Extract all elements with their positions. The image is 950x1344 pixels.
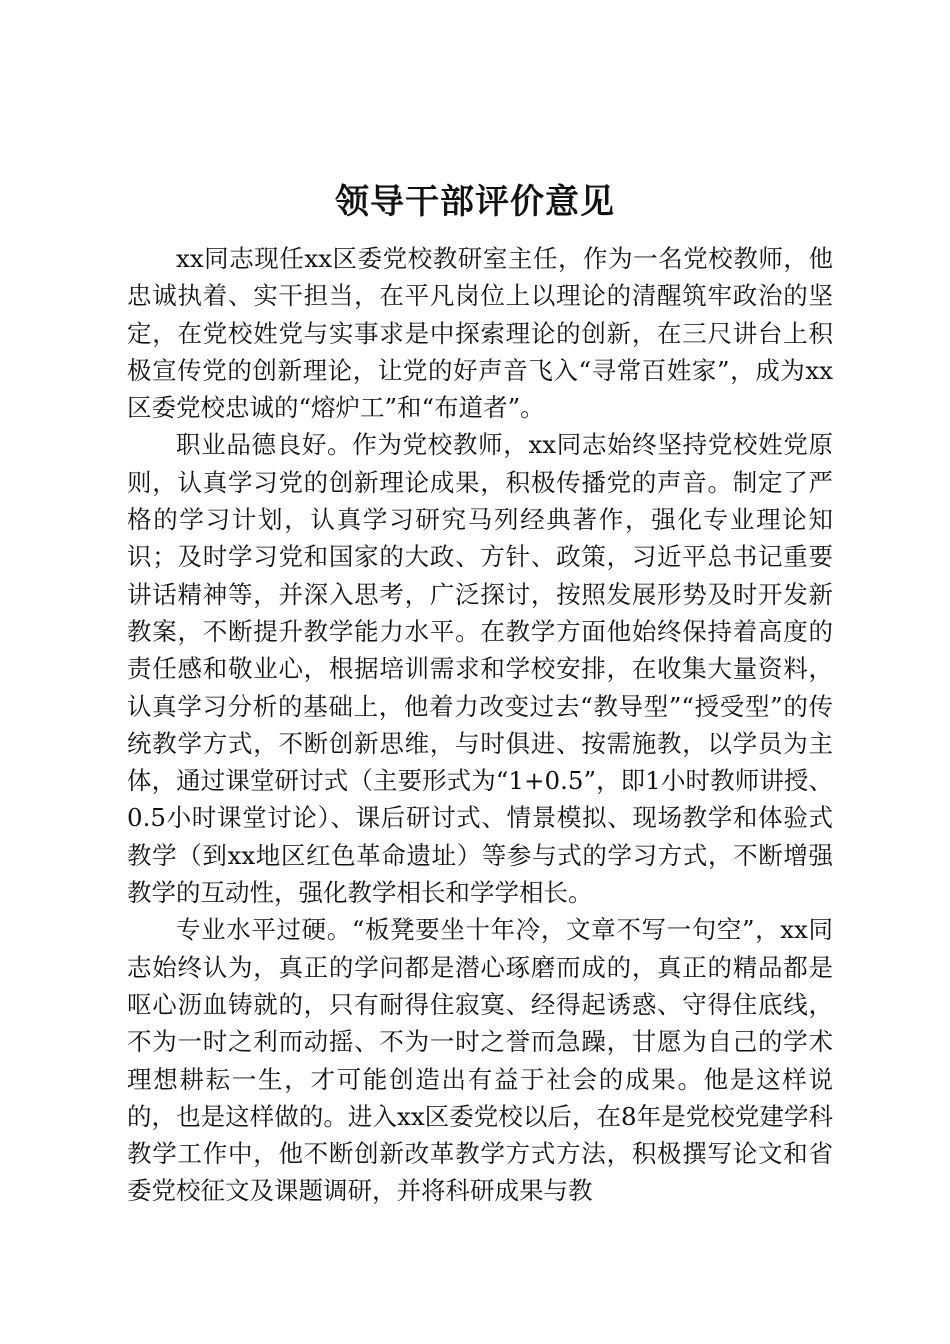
paragraph-professional-ethics: 职业品德良好。作为党校教师，xx同志始终坚持党校姓党原则，认真学习党的创新理论成果，积极传播党的声音。制定了严格的学习计划，认真学习研究马列经典著作，强化专业理论知识；及时学习党和国家的大政、方针、政策，习近平总书记重要讲话精神等，并深入思考，广泛探讨，按照发展形势及时开发新教案，不断提升教学能力水平。在教学方面他始终保持着高度的责任感和敬业心，根据培训需求和学校安排，在收集大量资料，认真学习分析的基础上，他着力改变过去“教导型”“授受型”的传统教学方式，不断创新思维，与时俱进、按需施教，以学员为主体，通过课堂研讨式（主要形式为“1+0.5”，即1小时教师讲授、0.5小时课堂讨论）、课后研讨式、情景模拟、现场教学和体验式教学（到xx地区红色革命遗址）等参与式的学习方式，不断增强教学的互动性，强化教学相长和学学相长。 <box>127 430 833 908</box>
paragraph-professional-level: 专业水平过硬。“板凳要坐十年冷，文章不写一句空”，xx同志始终认为，真正的学问都是潜心琢磨而成的，真正的精品都是呕心沥血铸就的，只有耐得住寂寞、经得起诱惑、守得住底线，不为一时之利而动摇、不为一时之誉而急躁，甘愿为自己的学术理想耕耘一生，才可能创造出有益于社会的成果。他是这样说的，也是这样做的。进入xx区委党校以后，在8年是党校党建学科教学工作中，他不断创新改革教学方式方法，积极撰写论文和省委党校征文及课题调研，并将科研成果与教 <box>127 915 833 1206</box>
document-title: 领导干部评价意见 <box>335 182 615 222</box>
paragraph-intro: xx同志现任xx区委党校教研室主任，作为一名党校教师，他忠诚执着、实干担当，在平凡岗位上以理论的清醒筑牢政治的坚定，在党校姓党与实事求是中探索理论的创新，在三尺讲台上积极宣传党的创新理论，让党的好声音飞入“寻常百姓家”，成为xx区委党校忠诚的“熔炉工”和“布道者”。 <box>127 244 833 423</box>
document-body <box>127 240 833 1210</box>
